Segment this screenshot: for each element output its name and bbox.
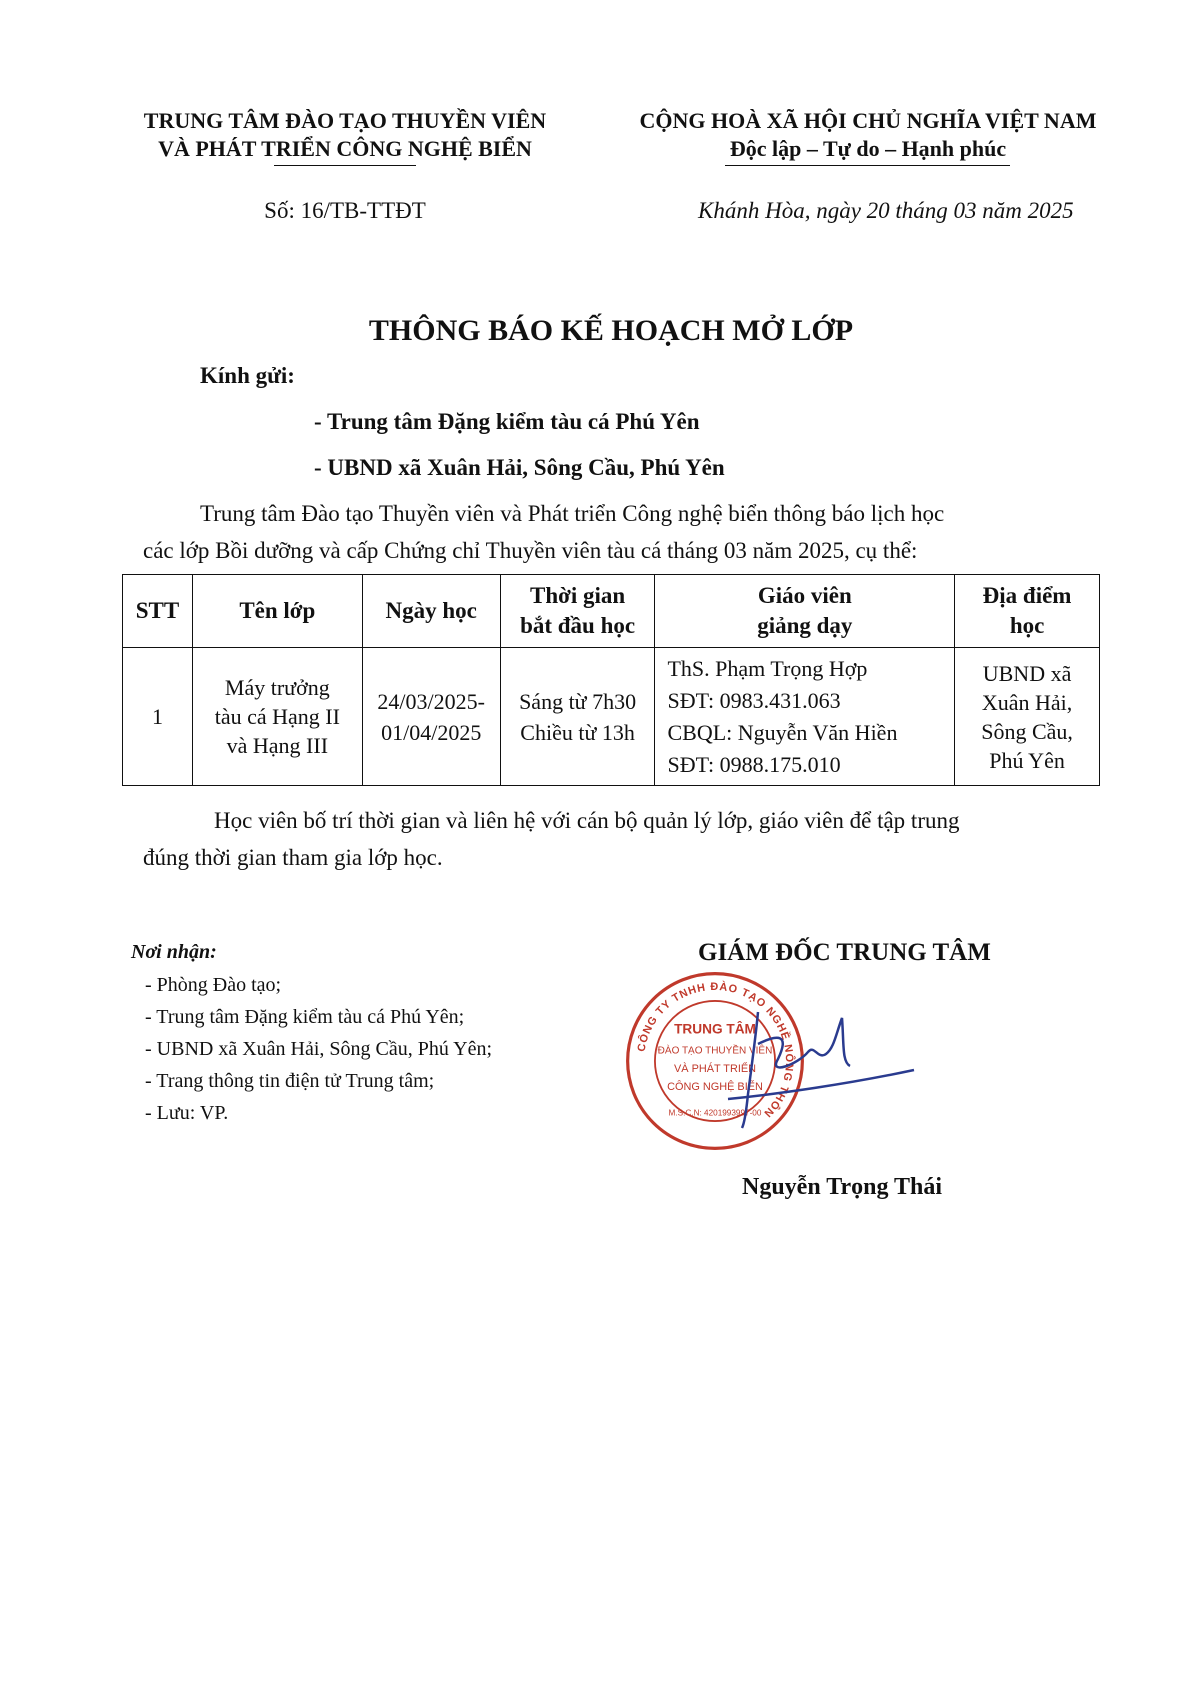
teacher-l4: SĐT: 0988.175.010 <box>667 751 841 777</box>
header-teacher-l2: giảng dạy <box>757 613 853 638</box>
org-underline <box>274 165 416 166</box>
header-stt: STT <box>123 575 193 648</box>
cell-date <box>362 648 500 786</box>
table-row <box>123 648 1100 786</box>
stamp-code: M.S.C.N: 4201993997-00 <box>668 1108 762 1118</box>
header-teacher <box>655 575 955 648</box>
stamp-ring-text: CÔNG TY TNHH ĐÀO TẠO NGHỀ NÔNG THÔN <box>635 981 796 1120</box>
teacher-l1: ThS. Phạm Trọng Hợp <box>667 655 868 681</box>
stamp-center-l4: CÔNG NGHỆ BIỂN <box>667 1081 763 1094</box>
location-l1: UBND xã <box>982 660 1072 686</box>
date-l2: 01/04/2025 <box>381 719 482 745</box>
intro-line1: Trung tâm Đào tạo Thuyền viên và Phát triển Công nghệ biển thông báo lịch học <box>200 501 945 526</box>
header-date: Ngày học <box>362 575 500 648</box>
stamp-center-l3: VÀ PHÁT TRIỂN <box>673 1062 757 1075</box>
time-l2: Chiều từ 13h <box>520 719 635 745</box>
header-location-l1: Địa điểm <box>982 583 1072 608</box>
org-name-line2: VÀ PHÁT TRIỂN CÔNG NGHỆ BIỂN <box>158 136 532 161</box>
header-teacher-l1: Giáo viên <box>757 583 852 608</box>
header-location-l2: học <box>1009 613 1045 638</box>
document-title: THÔNG BÁO KẾ HOẠCH MỞ LỚP <box>368 314 854 347</box>
stamp-center-l1: TRUNG TÂM <box>674 1021 756 1037</box>
class-name-l2: tàu cá Hạng II <box>214 704 340 729</box>
cell-location <box>955 648 1100 786</box>
cell-class-name <box>192 648 362 786</box>
header-location <box>955 575 1100 648</box>
place-date: Khánh Hòa, ngày 20 tháng 03 năm 2025 <box>698 198 1074 223</box>
closing-line1: Học viên bố trí thời gian và liên hệ với cán bộ quản lý lớp, giáo viên để tập trung <box>214 808 960 833</box>
distribution-item: - Trung tâm Đặng kiểm tàu cá Phú Yên; <box>145 1006 465 1028</box>
header-start-time-l1: Thời gian <box>529 583 626 608</box>
distribution-item: - Phòng Đào tạo; <box>145 974 282 996</box>
document-number: Số: 16/TB-TTĐT <box>264 198 426 223</box>
distribution-label: Nơi nhận: <box>131 941 217 963</box>
class-schedule-table <box>122 574 1100 786</box>
stamp-center-l2: ĐÀO TẠO THUYỀN VIÊN <box>657 1045 773 1057</box>
recipient-label: Kính gửi: <box>200 363 295 388</box>
motto-underline <box>725 165 1010 166</box>
signer-title: GIÁM ĐỐC TRUNG TÂM <box>698 939 991 966</box>
distribution-item: - UBND xã Xuân Hải, Sông Cầu, Phú Yên; <box>145 1038 493 1060</box>
org-name-line1: TRUNG TÂM ĐÀO TẠO THUYỀN VIÊN <box>143 108 547 133</box>
table-header-row <box>123 575 1100 648</box>
signature-handwriting <box>718 1004 918 1134</box>
distribution-item: - Lưu: VP. <box>145 1102 229 1124</box>
recipient-item: - UBND xã Xuân Hải, Sông Cầu, Phú Yên <box>314 455 725 480</box>
cell-start-time <box>500 648 655 786</box>
teacher-l3: CBQL: Nguyễn Văn Hiền <box>667 719 898 745</box>
date-l1: 24/03/2025- <box>377 688 485 714</box>
nation-motto: Độc lập – Tự do – Hạnh phúc <box>729 136 1007 161</box>
location-l2: Xuân Hải, <box>981 689 1073 715</box>
closing-line2: đúng thời gian tham gia lớp học. <box>143 845 443 870</box>
location-l3: Sông Cầu, <box>981 718 1073 744</box>
header-class-name: Tên lớp <box>192 575 362 648</box>
header-start-time-l2: bắt đầu học <box>520 613 636 638</box>
cell-teacher <box>655 648 955 786</box>
class-name-l3: và Hạng III <box>226 733 329 758</box>
recipient-item: - Trung tâm Đặng kiểm tàu cá Phú Yên <box>314 409 700 434</box>
teacher-l2: SĐT: 0983.431.063 <box>667 687 841 713</box>
class-name-l1: Máy trưởng <box>224 675 330 700</box>
nation-title: CỘNG HOÀ XÃ HỘI CHỦ NGHĨA VIỆT NAM <box>639 108 1097 133</box>
time-l1: Sáng từ 7h30 <box>519 688 637 714</box>
cell-stt: 1 <box>123 648 193 786</box>
location-l4: Phú Yên <box>989 747 1065 773</box>
distribution-item: - Trang thông tin điện tử Trung tâm; <box>145 1070 435 1092</box>
signer-name: Nguyễn Trọng Thái <box>742 1174 943 1200</box>
header-start-time <box>500 575 655 648</box>
intro-line2: các lớp Bồi dưỡng và cấp Chứng chỉ Thuyền viên tàu cá tháng 03 năm 2025, cụ thể: <box>143 538 918 563</box>
